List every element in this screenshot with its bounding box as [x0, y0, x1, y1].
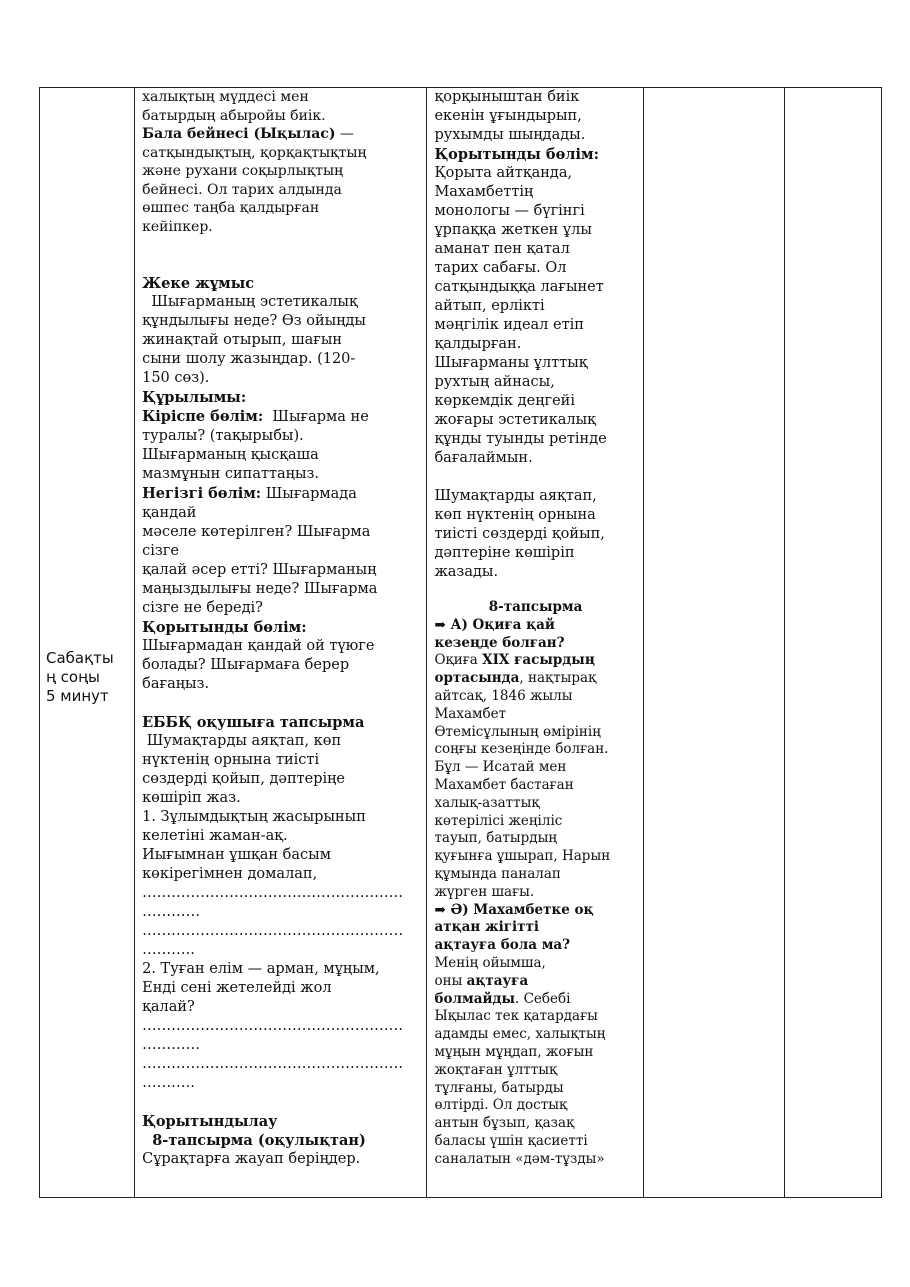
- section-title: Кіріспе бөлім:: [142, 408, 264, 425]
- text-line: жазады.: [434, 564, 499, 580]
- text-line: халықтың мүддесі мен: [142, 89, 309, 105]
- text-line: дәптеріне көшіріп: [434, 545, 575, 561]
- blank-line: …………: [142, 904, 201, 920]
- text-line: жоқтаған ұлттық: [434, 1061, 558, 1078]
- text-line: және рухани соқырлықтың: [142, 163, 344, 179]
- section-title: Қорытындылау: [142, 1113, 278, 1130]
- text-line: сөздерді қойып, дәптеріңе: [142, 771, 346, 787]
- text-line: көркемдік деңгейі: [434, 393, 575, 409]
- text-line: Махамбет: [434, 705, 507, 722]
- text-line: рухымды шыңдады.: [434, 127, 586, 143]
- text-line: Шығармада: [261, 486, 357, 502]
- text-line: соңғы кезеңінде болған.: [434, 741, 609, 758]
- text-line: мазмұнын сипаттаңыз.: [142, 466, 320, 482]
- text-line: Шығарма не: [263, 409, 369, 425]
- text-line: қандай: [142, 505, 197, 521]
- text-line: айтсақ, 1846 жылы: [434, 687, 573, 704]
- text-line: бейнесі. Ол тарих алдында: [142, 181, 342, 198]
- task-title: 8-тапсырма: [488, 599, 583, 615]
- text-line: жүрген шағы.: [434, 883, 535, 900]
- teacher-activity-cell: [135, 88, 427, 1198]
- text-line: тауып, батырдың: [434, 830, 557, 847]
- text-line: , нақтырақ: [519, 670, 597, 687]
- question-line: ➡ Ә) Махамбетке оқ: [434, 901, 594, 918]
- blank-line: ………..: [142, 942, 195, 958]
- blank-line: ………………………………………………: [142, 1056, 404, 1072]
- text-line: оны: [434, 972, 467, 989]
- question-line: атқан жігітті: [434, 919, 539, 936]
- section-title: Негізгі бөлім:: [142, 485, 262, 502]
- section-title: Жеке жұмыс: [142, 275, 255, 292]
- text-line: бағаңыз.: [142, 676, 210, 692]
- text-line: Шығарманың эстетикалық: [142, 294, 358, 310]
- assessment-cell: [643, 88, 784, 1198]
- text-line: Шығарманың қысқаша: [142, 447, 319, 463]
- text-line: Махамбет бастаған: [434, 776, 574, 793]
- text-line: ұрпаққа жеткен ұлы: [434, 222, 592, 238]
- text-line: қалдырған.: [434, 336, 522, 352]
- task-title: 8-тапсырма (оқулықтан): [142, 1132, 366, 1149]
- text-line: маңыздылығы неде? Шығарма: [142, 581, 378, 597]
- text-line: Қорыта айтқанда,: [434, 165, 573, 181]
- text-line: сатқындыққа лағынет: [434, 279, 604, 295]
- question-line: ➡ А) Оқиға қай: [434, 616, 555, 633]
- verse-line: 1. Зұлымдықтың жасырынып: [142, 809, 366, 825]
- question-line: кезеңде болған?: [434, 634, 565, 651]
- question-line: ақтауға бола ма?: [434, 937, 571, 954]
- section-title: ЕББҚ оқушыға тапсырма: [142, 714, 365, 731]
- text-line: мұңын мұңдап, жоғын: [434, 1043, 594, 1060]
- text-line: Менің ойымша,: [434, 954, 546, 971]
- verse-line: Иығымнан ұшқан басым: [142, 847, 331, 863]
- text-line: —: [335, 126, 354, 142]
- verse-line: келетіні жаман-ақ.: [142, 828, 288, 844]
- text-line: жоғары эстетикалық: [434, 412, 596, 428]
- text-line: нүктенің орнына тиісті: [142, 752, 320, 768]
- text-line: қалай әсер етті? Шығарманың: [142, 562, 377, 578]
- lesson-plan-table: [39, 87, 882, 1198]
- stage-label: ң соңы: [46, 668, 100, 686]
- text-line: сізге: [142, 543, 179, 559]
- resources-cell: [784, 88, 881, 1198]
- emphasis: XIX ғасырдың: [482, 652, 595, 669]
- text-line: тиісті сөздерді қойып,: [434, 526, 605, 542]
- text-line: тарих сабағы. Ол: [434, 260, 567, 276]
- text-line: көп нүктенің орнына: [434, 507, 596, 523]
- verse-line: Енді сені жетелейді жол: [142, 980, 332, 996]
- text-line: Шығармадан қандай ой түюге: [142, 638, 375, 654]
- text-line: сатқындықтың, қорқақтықтың: [142, 144, 367, 161]
- blank-line: ………………………………………………: [142, 1018, 404, 1034]
- text-line: монологы — бүгінгі: [434, 203, 585, 219]
- emphasis: ақтауға: [466, 972, 529, 989]
- emphasis: ортасында: [434, 670, 520, 687]
- text-line: мәселе көтерілген? Шығарма: [142, 524, 371, 540]
- text-line: Өтемісұлының өмірінің: [434, 723, 601, 740]
- table-row: [40, 88, 882, 1198]
- verse-line: 2. Туған елім — арман, мұңым,: [142, 961, 380, 977]
- blank-line: …………: [142, 1037, 201, 1053]
- text-line: саналатын «дәм-тұзды»: [434, 1150, 605, 1167]
- text-line: жинақтай отырып, шағын: [142, 332, 343, 348]
- text-line: Шығарманы ұлттық: [434, 355, 588, 371]
- text-line: құмында паналап: [434, 865, 561, 882]
- text-line: көшіріп жаз.: [142, 790, 241, 806]
- text-line: қуғынға ұшырап, Нарын: [434, 848, 611, 865]
- text-line: сыни шолу жазыңдар. (120-: [142, 351, 356, 367]
- text-line: екенін ұғындырып,: [434, 108, 582, 124]
- text-line: Шумақтарды аяқтап, көп: [142, 733, 342, 749]
- text-line: көтерілісі жеңіліс: [434, 812, 563, 829]
- section-title: Бала бейнесі (Ықылас): [142, 126, 336, 142]
- text-line: батырдың абыройы биік.: [142, 107, 326, 124]
- blank-line: ………………………………………………: [142, 923, 404, 939]
- text-line: туралы? (тақырыбы).: [142, 428, 304, 444]
- text-line: аманат пен қатал: [434, 241, 570, 257]
- student-activity-cell: [427, 88, 643, 1198]
- text-line: тұлғаны, батырды: [434, 1079, 564, 1096]
- text-line: кейіпкер.: [142, 218, 213, 235]
- section-title: Қорытынды бөлім:: [142, 619, 307, 636]
- text-line: сізге не береді?: [142, 600, 263, 616]
- blank-line: ………..: [142, 1075, 195, 1091]
- verse-line: көкірегімнен домалап,: [142, 866, 318, 882]
- section-title: Құрылымы:: [142, 389, 247, 406]
- text-line: құндылығы неде? Өз ойыңды: [142, 313, 366, 329]
- text-line: баласы үшін қасиетті: [434, 1132, 588, 1149]
- text-line: Сұрақтарға жауап беріңдер.: [142, 1151, 361, 1167]
- text-line: құнды туынды ретінде: [434, 431, 607, 447]
- text-line: Шумақтарды аяқтап,: [434, 488, 597, 504]
- section-title: Қорытынды бөлім:: [434, 146, 599, 163]
- text-line: мәңгілік идеал етіп: [434, 317, 584, 333]
- text-line: Махамбеттің: [434, 184, 534, 200]
- text-line: Оқиға: [434, 652, 483, 669]
- text-line: халық-азаттық: [434, 794, 540, 811]
- text-line: болады? Шығармаға берер: [142, 657, 350, 673]
- text-line: өшпес таңба қалдырған: [142, 200, 320, 216]
- text-line: 150 сөз).: [142, 370, 210, 386]
- text-line: бағалаймын.: [434, 450, 533, 466]
- stage-cell: [40, 88, 135, 1198]
- text-line: Бұл — Исатай мен: [434, 759, 567, 776]
- text-line: өлтірді. Ол достық: [434, 1097, 568, 1114]
- emphasis: болмайды: [434, 990, 515, 1007]
- text-line: айтып, ерлікті: [434, 298, 545, 314]
- stage-duration: 5 минут: [46, 687, 109, 705]
- blank-line: ………………………………………………: [142, 885, 404, 901]
- text-line: . Себебі: [515, 990, 571, 1007]
- stage-label: Сабақты: [46, 649, 114, 667]
- text-line: рухтың айнасы,: [434, 374, 555, 390]
- text-line: Ықылас тек қатардағы: [434, 1008, 598, 1025]
- text-line: қорқыныштан биік: [434, 89, 580, 105]
- verse-line: қалай?: [142, 999, 195, 1015]
- text-line: адамды емес, халықтың: [434, 1026, 606, 1043]
- text-line: антын бұзып, қазақ: [434, 1115, 575, 1132]
